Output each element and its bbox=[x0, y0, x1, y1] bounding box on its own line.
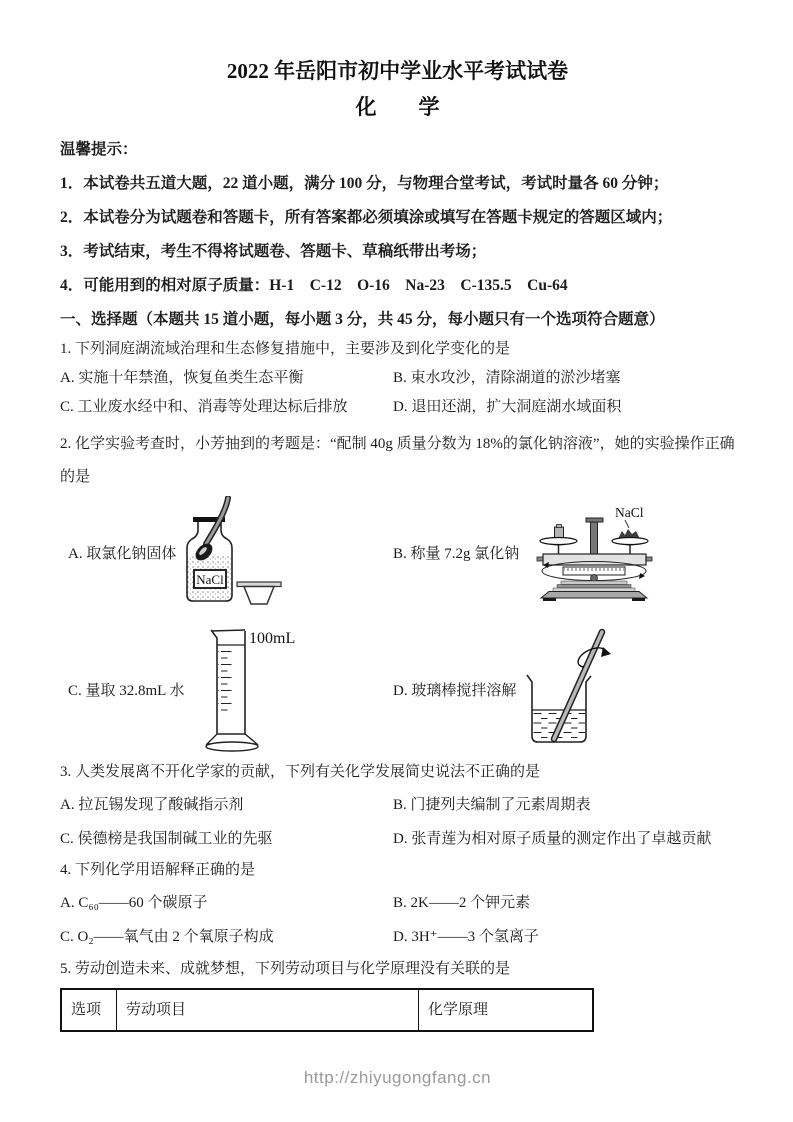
q2-figure-row-1 bbox=[60, 494, 735, 624]
q3-option-d: D. 张青莲为相对原子质量的测定作出了卓越贡献 bbox=[393, 831, 712, 847]
q3-stem: 3. 人类发展离不开化学家的贡献，下列有关化学发展简史说法不正确的是 bbox=[60, 764, 541, 780]
section-heading: 一、选择题（本题共 15 道小题，每小题 3 分，共 45 分，每小题只有一个选项符合题意） bbox=[60, 311, 665, 328]
q2-stem: 2. 化学实验考查时，小芳抽到的考题是：“配制 40g 质量分数为 18%的氯化钠溶液”，她的实验操作正确的是 bbox=[60, 436, 735, 485]
q5-stem: 5. 劳动创造未来、成就梦想，下列劳动项目与化学原理没有关联的是 bbox=[60, 961, 511, 977]
q5-table-header-option: 选项 bbox=[62, 990, 117, 1030]
q3-option-b: B. 门捷列夫编制了元素周期表 bbox=[393, 797, 591, 813]
base-stripe-3 bbox=[553, 588, 635, 592]
q2-option-a: A. 取氯化钠固体 bbox=[68, 546, 177, 562]
balance-nacl-label: NaCl bbox=[615, 505, 644, 520]
q1-option-a: A. 实施十年禁渔，恢复鱼类生态平衡 bbox=[60, 370, 304, 386]
ruler-ticks bbox=[564, 568, 624, 573]
reagent-bottle-figure bbox=[182, 496, 292, 620]
q2-figure-row-2 bbox=[60, 624, 735, 758]
right-foot bbox=[632, 598, 645, 601]
balance-figure bbox=[535, 501, 670, 601]
q2-option-c: C. 量取 32.8mL 水 bbox=[68, 683, 185, 699]
q3-option-c: C. 侯德榜是我国制碱工业的先驱 bbox=[60, 831, 273, 847]
beam bbox=[543, 554, 646, 565]
q5-table-header-chemical-principle: 化学原理 bbox=[428, 1002, 489, 1018]
base-stripe-2 bbox=[557, 585, 631, 589]
q1-options bbox=[60, 368, 735, 418]
beaker-stirring-figure bbox=[518, 626, 648, 756]
bottle-label: NaCl bbox=[196, 572, 224, 587]
q5-table-header-labor-project: 劳动项目 bbox=[117, 990, 419, 1030]
q4-options bbox=[60, 893, 735, 948]
watermark-url: http://zhiyugongfang.cn bbox=[303, 1068, 492, 1087]
left-pan-top bbox=[540, 538, 577, 545]
q1-stem: 1. 下列洞庭湖流域治理和生态修复措施中，主要涉及到化学变化的是 bbox=[60, 341, 511, 357]
cylinder-base bbox=[206, 742, 258, 751]
notice-item-4: 4．可能用到的相对原子质量：H-1 C-12 O-16 Na-23 C-135.5 Cu-64 bbox=[60, 277, 568, 294]
left-screw bbox=[537, 557, 543, 561]
q4-stem: 4. 下列化学用语解释正确的是 bbox=[60, 862, 256, 878]
weight-knob bbox=[557, 525, 562, 528]
right-pan-top bbox=[612, 538, 648, 545]
q4-option-b: B. 2K——2 个钾元素 bbox=[393, 895, 531, 911]
q2-option-d: D. 玻璃棒搅拌溶解 bbox=[393, 683, 517, 699]
pillar-cap bbox=[586, 518, 603, 522]
base-stripe-1 bbox=[561, 581, 627, 585]
q4-option-c: C. O₂——氧气由 2 个氧原子构成 bbox=[60, 929, 274, 945]
notice-item-3: 3．考试结束，考生不得将试题卷、答题卡、草稿纸带出考场； bbox=[60, 243, 487, 260]
q4-option-a: A. C₆₀——60 个碳原子 bbox=[60, 895, 208, 911]
q3-option-a: A. 拉瓦锡发现了酸碱指示剂 bbox=[60, 797, 244, 813]
notice-item-2: 2．本试卷分为试题卷和答题卡，所有答案都必须填涂或填写在答题卡规定的答题区域内； bbox=[60, 209, 673, 226]
rider-knob bbox=[591, 575, 598, 582]
label-leader-line bbox=[625, 520, 629, 528]
q3-options bbox=[60, 795, 735, 850]
base bbox=[541, 592, 647, 599]
bottle-cap bbox=[244, 587, 274, 605]
right-screw bbox=[646, 557, 652, 561]
notice-item-1: 1．本试卷共五道大题，22 道小题，满分 100 分，与物理合堂考试，考试时量各 60 分钟； bbox=[60, 175, 669, 192]
notice-heading: 温馨提示： bbox=[60, 141, 138, 158]
page-title: 2022 年岳阳市初中学业水平考试试卷 bbox=[226, 59, 569, 83]
q4-option-d: D. 3H⁺——3 个氢离子 bbox=[393, 929, 539, 945]
q1-option-c: C. 工业废水经中和、消毒等处理达标后排放 bbox=[60, 399, 348, 415]
q5-table bbox=[60, 988, 594, 1032]
graduation-ticks bbox=[219, 650, 232, 716]
q1-option-d: D. 退田还湖，扩大洞庭湖水域面积 bbox=[393, 399, 622, 415]
q2-option-b: B. 称量 7.2g 氯化钠 bbox=[393, 546, 520, 562]
pillar bbox=[591, 522, 598, 556]
graduated-cylinder-figure bbox=[195, 624, 307, 756]
cylinder-capacity-label: 100mL bbox=[249, 630, 296, 647]
left-foot bbox=[543, 598, 556, 601]
q1-option-b: B. 束水攻沙，清除湖道的淤沙堵塞 bbox=[393, 370, 621, 386]
subject-title: 化 学 bbox=[355, 95, 440, 119]
